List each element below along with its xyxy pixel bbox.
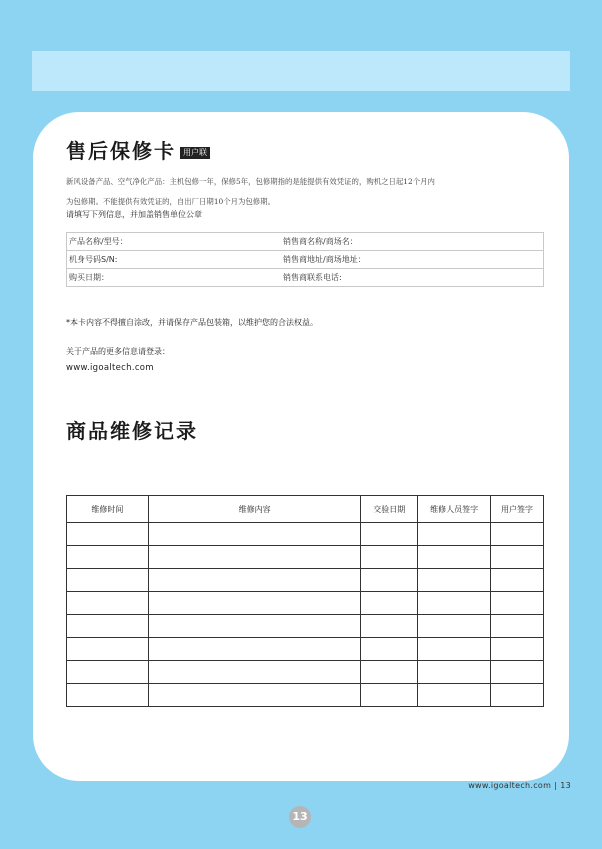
repair-cell[interactable] [491,661,544,684]
repair-cell[interactable] [418,615,491,638]
page-number-badge: 13 [289,806,311,828]
repair-record-table [66,495,544,707]
repair-cell[interactable] [361,684,418,707]
repair-cell[interactable] [491,523,544,546]
dealer-address-field[interactable]: 销售商地址/商场地址： [281,251,544,269]
repair-cell[interactable] [148,523,361,546]
repair-cell[interactable] [361,638,418,661]
repair-cell[interactable] [67,592,149,615]
repair-cell[interactable] [148,638,361,661]
repair-cell[interactable] [67,684,149,707]
repair-cell[interactable] [418,638,491,661]
page-footer [468,781,571,790]
repair-cell[interactable] [67,546,149,569]
repair-cell[interactable] [491,592,544,615]
repair-cell[interactable] [67,569,149,592]
repair-cell[interactable] [418,661,491,684]
dealer-phone-field[interactable]: 销售商联系电话: [281,269,544,287]
fill-instruction: 请填写下列信息，并加盖销售单位公章 [66,210,202,219]
repair-cell[interactable] [418,546,491,569]
tamper-note: *本卡内容不得擅自涂改，并请保存产品包装箱，以维护您的合法权益。 [66,318,318,327]
warranty-card [33,112,569,781]
serial-number-field[interactable]: 机身号码S/N: [67,251,282,269]
top-banner [32,51,570,91]
repair-cell[interactable] [361,523,418,546]
technician-signature-header: 维修人员签字 [418,496,491,523]
repair-cell[interactable] [361,592,418,615]
repair-cell[interactable] [67,523,149,546]
repair-cell[interactable] [418,523,491,546]
repair-cell[interactable] [491,615,544,638]
repair-cell[interactable] [67,615,149,638]
footer-website[interactable]: www.igoaltech.com [468,781,552,790]
repair-record-title: 商品维修记录 [66,419,198,443]
repair-row [67,592,544,615]
repair-cell[interactable] [361,569,418,592]
repair-cell[interactable] [148,569,361,592]
product-model-field[interactable]: 产品名称/型号： [67,233,282,251]
repair-cell[interactable] [361,615,418,638]
info-row [67,233,544,251]
repair-row [67,638,544,661]
website-link[interactable]: www.igoaltech.com [66,363,154,373]
repair-table-body [67,523,544,707]
repair-cell[interactable] [67,661,149,684]
warranty-description-line: 新风设备产品、空气净化产品：主机包修一年，保修5年，包修期指的是能提供有效凭证的，购机之日起12个月内 [66,177,435,186]
repair-cell[interactable] [148,661,361,684]
repair-cell[interactable] [491,684,544,707]
purchase-date-field[interactable]: 购买日期： [67,269,282,287]
footer-page-number: 13 [560,781,571,790]
repair-cell[interactable] [418,592,491,615]
dealer-name-field[interactable]: 销售商名称/商场名： [281,233,544,251]
repair-row [67,523,544,546]
repair-row [67,684,544,707]
repair-row [67,569,544,592]
more-info-label: 关于产品的更多信息请登录： [66,347,170,356]
inspection-date-header: 交验日期 [361,496,418,523]
repair-cell[interactable] [361,546,418,569]
info-row [67,251,544,269]
info-row [67,269,544,287]
repair-cell[interactable] [67,638,149,661]
repair-cell[interactable] [148,592,361,615]
repair-row [67,661,544,684]
repair-cell[interactable] [148,684,361,707]
user-copy-badge: 用户联 [180,147,210,159]
repair-cell[interactable] [491,569,544,592]
repair-cell[interactable] [148,615,361,638]
repair-cell[interactable] [361,661,418,684]
warranty-description [66,172,544,212]
footer-separator: | [554,781,558,790]
repair-row [67,546,544,569]
user-signature-header: 用户签字 [491,496,544,523]
warranty-title: 售后保修卡 [66,139,176,163]
repair-content-header: 维修内容 [148,496,361,523]
repair-cell[interactable] [418,684,491,707]
repair-cell[interactable] [491,546,544,569]
repair-row [67,615,544,638]
repair-cell[interactable] [148,546,361,569]
warranty-description-line: 为包修期。不能提供有效凭证的，自出厂日期10个月为包修期。 [66,197,275,206]
repair-time-header: 维修时间 [67,496,149,523]
purchase-info-table [66,232,544,287]
repair-cell[interactable] [491,638,544,661]
repair-header-row [67,496,544,523]
warranty-title-row [66,135,210,164]
repair-cell[interactable] [418,569,491,592]
